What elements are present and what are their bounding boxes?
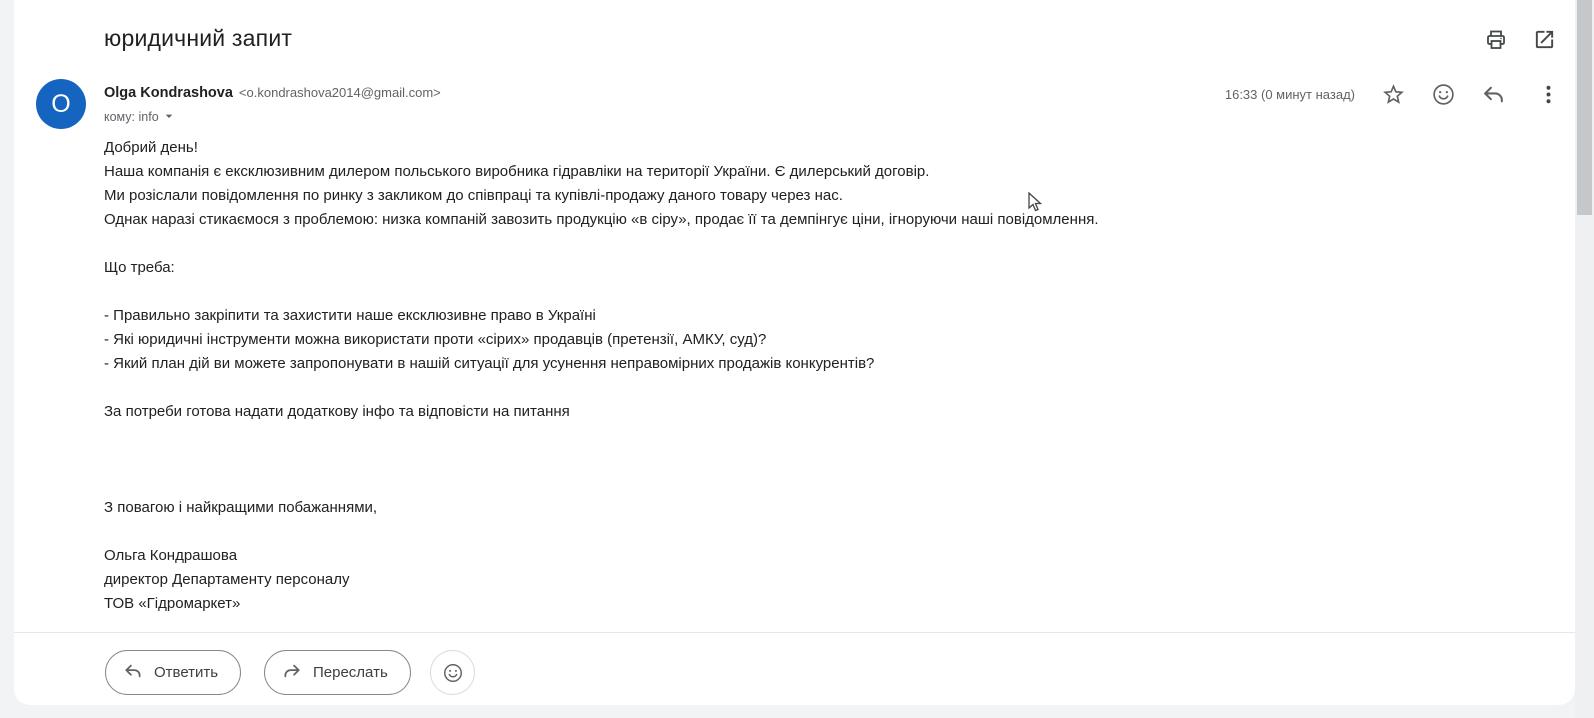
sender-address: <o.kondrashova2014@gmail.com> [238,85,441,100]
more-options-button[interactable] [1534,80,1563,109]
forward-arrow-icon [282,661,302,685]
sender-avatar [36,79,86,129]
avatar-letter: O [51,89,71,118]
emoji-smile-icon [442,662,464,684]
email-timestamp: 16:33 (0 минут назад) [1224,87,1355,102]
body-line: - Який план дій ви можете запропонувати в нашій ситуації для усунення неправомірних продажів конкурентів? [104,355,875,372]
emoji-reaction-button[interactable] [1429,80,1458,109]
reply-button-toolbar[interactable] [1479,80,1508,109]
body-line: - Правильно закріпити та захистити наше ексклюзивне право в Україні [104,307,596,324]
body-line: Однак наразі стикаємося з проблемою: низка компаній завозить продукцію «в сіру», продає її та демпінгує ціни, ігноруючи наші повідомлення. [104,211,1099,228]
print-button[interactable] [1482,26,1510,54]
email-subject: юридичний запит [104,25,293,51]
sender-line [104,84,441,102]
body-line: Ольга Кондрашова [104,547,238,564]
body-line: Добрий день! [104,139,198,156]
body-line [104,520,1344,544]
body-line: Наша компанія є ексклюзивним дилером польського виробника гідравліки на території України. Є дилерський договір. [104,163,930,180]
footer-divider [14,632,1575,633]
body-line: Що треба: [104,259,175,276]
body-line [104,376,1344,400]
forward-button-label: Переслать [313,664,388,681]
star-button[interactable] [1379,80,1408,109]
open-in-new-icon [1533,39,1556,54]
body-line: директор Департаменту персоналу [104,571,350,588]
reply-arrow-icon [123,661,143,685]
scrollbar[interactable] [1575,0,1594,718]
forward-button[interactable] [264,650,411,695]
reply-button-label: Ответить [154,664,219,681]
body-line [104,424,1344,448]
scrollbar-thumb[interactable] [1577,0,1592,215]
body-line: Ми розіслали повідомлення по ринку з закликом до співпраці та купівлі-продажу даного товару через нас. [104,187,843,204]
body-line: - Які юридичні інструменти можна використати проти «сірих» продавців (претензії, АМКУ, суд)? [104,331,767,348]
emoji-reply-button[interactable] [430,650,475,695]
body-line: ТОВ «Гідромаркет» [104,595,241,612]
body-line: З повагою і найкращими побажаннями, [104,499,378,516]
emoji-reaction-icon [1431,95,1456,110]
star-icon [1381,95,1406,110]
expand-details-icon [161,108,177,127]
body-line [104,448,1344,472]
body-line [104,472,1344,496]
reply-icon [1481,95,1506,110]
open-in-new-window-button[interactable] [1531,26,1558,53]
recipient-label: кому: info [104,110,159,124]
body-line [104,280,1344,304]
sender-name: Olga Kondrashova [104,85,233,101]
body-line: За потреби готова надати додаткову інфо та відповісти на питання [104,403,570,420]
print-icon [1484,40,1508,55]
reply-button[interactable] [105,650,241,695]
more-options-icon [1536,95,1561,110]
body-line [104,232,1344,256]
recipient-details-toggle[interactable] [104,107,177,127]
email-body [104,136,1344,616]
